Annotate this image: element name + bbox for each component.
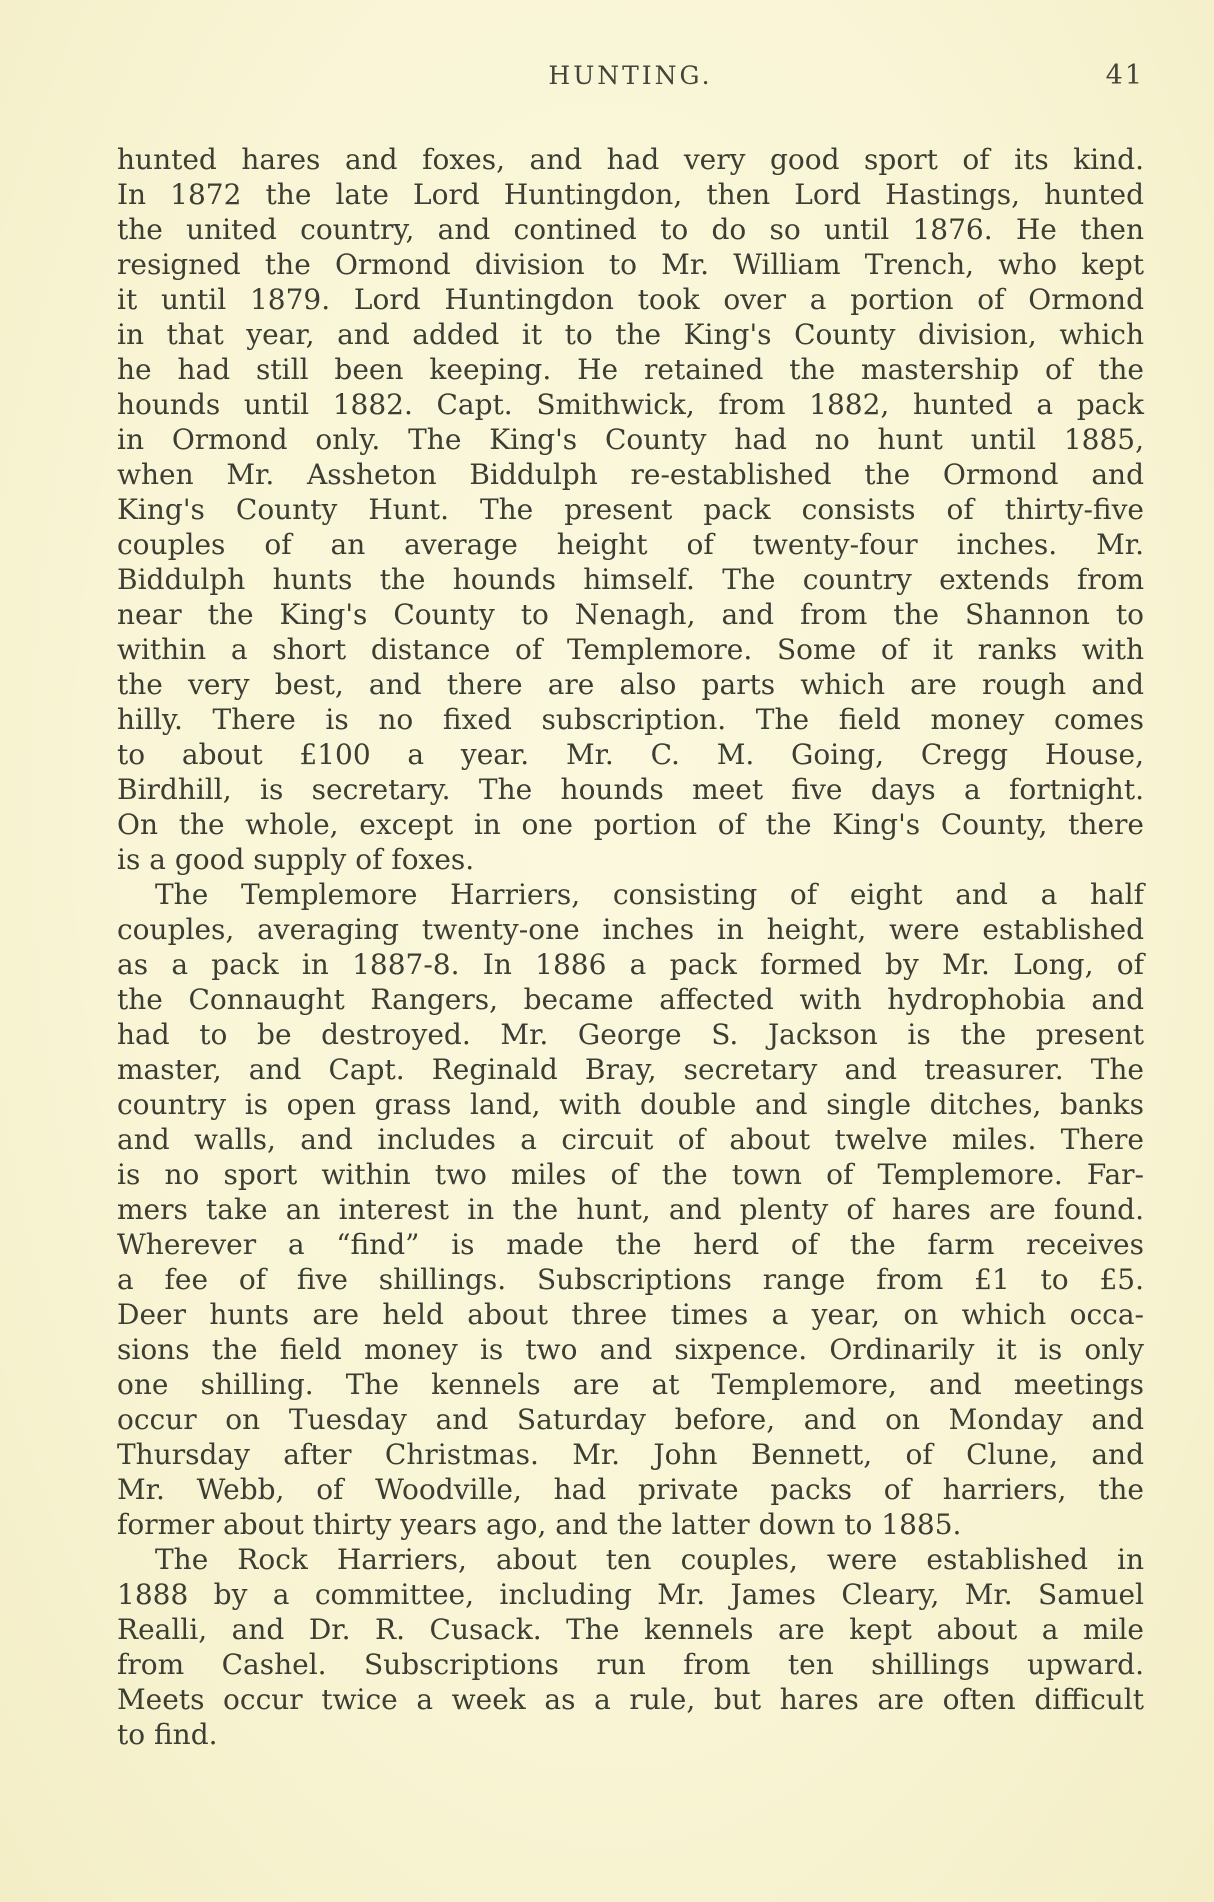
page-text (117, 142, 1144, 1752)
text-line: as a pack in 1887-8. In 1886 a pack formed by Mr. Long, of (117, 948, 1144, 981)
text-line: The Templemore Harriers, consisting of eight and a half (155, 878, 1144, 911)
text-line: hunted hares and foxes, and had very good sport of its kind. (117, 143, 1144, 176)
text-line: it until 1879. Lord Huntingdon took over a portion of Ormond (117, 283, 1144, 316)
text-line: King's County Hunt. The present pack consists of thirty-five (117, 493, 1144, 526)
text-line: one shilling. The kennels are at Templemore, and meetings (117, 1368, 1144, 1401)
text-line: is a good supply of foxes. (117, 843, 475, 876)
text-line: Realli, and Dr. R. Cusack. The kennels are kept about a mile (117, 1613, 1144, 1646)
text-line: country is open grass land, with double and single ditches, banks (117, 1088, 1144, 1121)
text-line: is no sport within two miles of the town of Templemore. Far- (117, 1158, 1144, 1191)
text-line: in Ormond only. The King's County had no hunt until 1885, (117, 423, 1144, 456)
text-line: Biddulph hunts the hounds himself. The country extends from (117, 563, 1144, 596)
text-line: In 1872 the late Lord Huntingdon, then Lord Hastings, hunted (117, 178, 1144, 211)
text-line: Thursday after Christmas. Mr. John Bennett, of Clune, and (117, 1438, 1144, 1471)
text-line: The Rock Harriers, about ten couples, were established in (155, 1543, 1144, 1576)
text-line: 1888 by a committee, including Mr. James Cleary, Mr. Samuel (117, 1578, 1144, 1611)
text-line: occur on Tuesday and Saturday before, and on Monday and (117, 1403, 1144, 1436)
text-line: a fee of five shillings. Subscriptions range from £1 to £5. (117, 1263, 1144, 1296)
text-line: Birdhill, is secretary. The hounds meet five days a fortnight. (117, 773, 1144, 806)
text-line: in that year, and added it to the King's County division, which (117, 318, 1144, 351)
text-line: sions the field money is two and sixpence. Ordinarily it is only (117, 1333, 1144, 1366)
text-line: hilly. There is no fixed subscription. The field money comes (117, 703, 1144, 736)
text-line: Meets occur twice a week as a rule, but hares are often difficult (117, 1683, 1144, 1716)
text-line: master, and Capt. Reginald Bray, secretary and treasurer. The (117, 1053, 1144, 1086)
running-title: HUNTING. (548, 61, 713, 90)
text-line: from Cashel. Subscriptions run from ten shillings upward. (117, 1648, 1144, 1681)
text-line: resigned the Ormond division to Mr. William Trench, who kept (117, 248, 1144, 281)
text-line: the united country, and contined to do so until 1876. He then (117, 213, 1144, 246)
page-header (117, 60, 1144, 92)
text-line: mers take an interest in the hunt, and plenty of hares are found. (117, 1193, 1144, 1226)
text-line: the very best, and there are also parts which are rough and (117, 668, 1144, 701)
text-line: he had still been keeping. He retained the mastership of the (117, 353, 1144, 386)
text-line: Wherever a “find” is made the herd of the farm receives (117, 1228, 1144, 1261)
text-line: the Connaught Rangers, became affected with hydrophobia and (117, 983, 1144, 1016)
text-line: within a short distance of Templemore. Some of it ranks with (117, 633, 1144, 666)
text-line: former about thirty years ago, and the latter down to 1885. (117, 1508, 962, 1541)
text-line: near the King's County to Nenagh, and from the Shannon to (117, 598, 1144, 631)
page-number: 41 (1105, 60, 1144, 91)
text-line: and walls, and includes a circuit of about twelve miles. There (117, 1123, 1144, 1156)
text-line: Mr. Webb, of Woodville, had private packs of harriers, the (117, 1473, 1144, 1506)
text-line: couples of an average height of twenty-four inches. Mr. (117, 528, 1144, 561)
text-line: Deer hunts are held about three times a year, on which occa- (117, 1298, 1144, 1331)
text-line: hounds until 1882. Capt. Smithwick, from 1882, hunted a pack (117, 388, 1144, 421)
text-line: couples, averaging twenty-one inches in height, were established (117, 913, 1144, 946)
text-line: On the whole, except in one portion of the King's County, there (117, 808, 1144, 841)
text-line: had to be destroyed. Mr. George S. Jackson is the present (117, 1018, 1144, 1051)
text-line: to about £100 a year. Mr. C. M. Going, Cregg House, (117, 738, 1144, 771)
text-line: to find. (117, 1718, 218, 1751)
text-line: when Mr. Assheton Biddulph re-established the Ormond and (117, 458, 1144, 491)
